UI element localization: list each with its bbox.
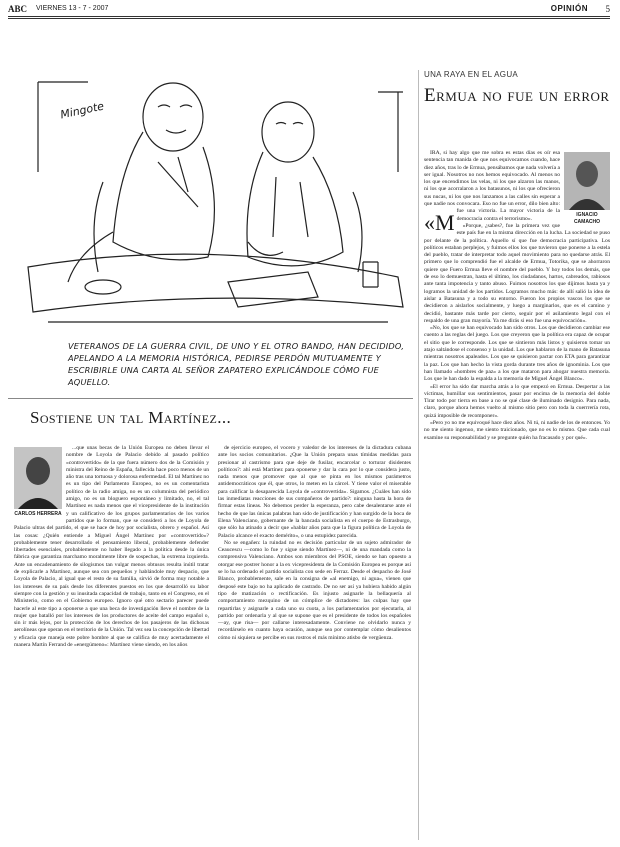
right-article-title: Ermua no fue un error (424, 85, 610, 106)
header-rule-secondary (8, 18, 610, 19)
right-paragraph: «El error ha sido dar marcha atrás a lo que empezó en Ermua. Despertar a las víctimas, humillar sus sentimientos, pasar por encima de la memoria del doble Tirar todo por tierra en base a no se qué clase de iluminado designio. Para nada, claro, porque ahora hemos vuelto al mismo sitio pero con toda la cuerrrería rota, quizá imposible de recomponer». (424, 383, 610, 419)
newspaper-logo: ABC (8, 4, 28, 14)
right-author-name: IGNACIO CAMACHO (573, 212, 601, 226)
right-paragraph: «Porque, ¿sabes?, fue la primera vez que este país fue en la misma dirección en la lucha. La sociedad se puso por delante de la política. Aquello sí que fue democracia participativa. Los políticos estaban perplejos, y fuimos ellos los que tuvieron que ponerse a la estela del pueblo, tratar de interpretar todo aquel movimiento para no quedarse atrás. El primero que lo comprendió fue el alcalde de Ermua, Totorika, que se ahorraron quiere que Fuero Ermua lleve el nombre del pueblo. Y hoy todos los demás, que de eso lo demuestran, hasta el último, los ciudadanos, hartos, cabreados, rabiosos ante tanta impotencia y tanto abuso. Fuimos nosotros los que dijimos hasta ya y logramos la unidad de los partidos. Logramos mucho más: de allí salió la idea de aislar a Batasuna y a todo su entorno. Fueron los propios vascos los que se decidieron a aislarlos socialmente, y luego a marginarlos, que es el camino y decidió, bastante más tarde por cierto, seguir por el asilamiento legal con el respaldo de una gran mayoría. Ya me dirás si eso fue una equivocación». (424, 222, 610, 324)
right-article-body (424, 150, 610, 442)
header-rule (8, 16, 610, 17)
header-date: VIERNES 13 - 7 - 2007 (36, 5, 109, 12)
cartoon-signature: Mingote (59, 99, 106, 122)
left-author-name: CARLOS HERRERA (14, 511, 62, 517)
page-header (8, 4, 610, 16)
left-paragraph: ...que unas becas de la Unión Europea no deben llevar el nombre de Loyola de Palacio debido al pasado político «controvertido» de la que fuera número dos de la Comisión y ministra del Reino de España, fallecida hace poco menos de un año tras una tortuosa y dolorosa enfermedad. El tal Martínez no es un tipo del Parlamento Europeo, no es un comentarista político de la radio amiga, no es un columnista del periódico amigo, no es un bloguero espontáneo y limitado, no, el tal Martínez es nada menos que el vicepresidente de la institución y un calificativo de los grupos parlamentarios de los varios partidos que lo forman, que se consideró a los de Loyola de Palacio ultras del partido, el que se hace de hoy por socialista, obrero y español. Así las cosas: ¿Quién entiende a Miguel Ángel Martínez por «controvertido»? probablemente tener desarrollado el pensamiento liberal, probablemente defender libertades esenciales, probablemente no haber llegado a la política desde la única fábrica que garantiza marchamo moralmente libre de sospechas, la extrema izquierda. Ante un encadenamiento de silogismos tan vulgar menos obtusos resulta inútil tratar de explicarle a Martínez, aunque sea con pequeños y hablándole muy despacio, que Loyola de Palacio, al igual que el resto de su familia, sirvió de forma muy notable a los intereses de su país desde los diferentes puestos en los que desarrolló su labor siempre con la gestión y su inusitada capacidad de trabajo, tanto en el Congreso, en el Ministerio, como en el Gobierno europeo. Ignoro qué otro sectario parecer puede hacerle al este tipo a oponerse a que una beca de investigación lleve el nombre de la mujer que batalló por los intereses de los productores de aceite del campo español o, sin ir más lejos, por la protección de los derechos de los pasajeros de las dichosas aerolíneas que operan en el territorio de la Unión. Tal vez sea la concepción de libertad y eficacia que maneja este pobre hombre al que se califica de muy acertadamente el manera Martín Ferrand de «energúmeno»: Martínez viene siendo, en los años (14, 445, 209, 649)
left-paragraph: No se engañen: la ruindad no es decisión particular de un sujeto admirador de Ceaucescu —como lo fue y sigue siendo Martínez—, ni de una mandada como la comprensiva Valenciano. Ambos son miembros del PSOE, siendo se han opuesto a otorgar ese postrer honor a la ex vicepresidenta de la Comisión Europea es porque así se lo ha ordenado el partido socialista con sede en Ferraz. Desde el despacho de José Blanco, probablemente, sale en la consigna de «al enemigo, ni agua», vienen que desposé este bajo no ha aplicado de castrado. De no ser así ya hubiera habido algún tipo de matización o rectificación. Es injusto asignarle la bellaquería al comportamiento mezquino de un cómplice de dictadores: las culpas hay que repartirlas y asignarle a cada uno su cuota, a los parlamentarios por ejecutarla, al partido por ordenarla y al que se supone que es el presidente de todos los españoles —ay, que risa— por callarse interesadamente. Conviene no olvidarlo nunca y recordárselo en cuanto haya ocasión, aunque sea por contemplar cómo desalientos cómo ni siquiera se percibe en sus rostros el más mínimo atisbo de vergüenza. (218, 539, 411, 641)
author-photo (564, 152, 610, 210)
right-paragraph: IRA, si hay algo que me sobra es estas días es oír esa sentencia tan manida de que nos equivocamos cuando, hace diez años, tras lo de Ermua, pensábamos que nada volvería a ser igual. Nosotros no nos hemos equivocado. Al menos no los que encendimos las velas, ni los que alzaron las manos, ni los que acorralaron a los batasunos, ni los que ofrecieron sus nucas, ni los que nos lanzamos a las calles sin esperar a que nadie nos convocara. Eso no fue un error, dilo bien alto: fue una victoria. La mayor victoria de la democracia contra el terrorismo». (424, 150, 560, 222)
drop-cap: «M (424, 210, 455, 235)
left-article-column-1 (14, 445, 209, 649)
left-author-photo-icon (14, 447, 62, 509)
left-article-title: Sostiene un tal Martínez... (30, 408, 232, 427)
editorial-cartoon (8, 22, 413, 387)
column-divider (418, 70, 419, 840)
left-paragraph: de ejercicio europeo, el vocero y valedor de los intereses de la dictadura cubana ante los socios comunitarios. ¿Que la Unión prepara unas tímidas medidas para presionar al castrismo para que deje de fusilar, encarcelar o torturar disidentes políticos?: ahí está Martínez para oponerse y dar la cara por lo que considera justo, nada menos que promover que al que se pinta en los mismos parámetros antidemocráticos que él, que otros, lo meten en la cárcel. Y tiene valor el miserable para calificar la desaparecida Loyola de «controvertida». Sigamos. ¿Cuáles han sido las inmediatas reacciones de sus compañeros de partido?: ninguna hasta la hora de firmar estas líneas. No debemos perder la esperanza, pero cabe desalentarse ante el hecho de que las únicas palabras han sido de justificación y han surgido de la boca de Elena Valenciano, gobernante de la bancada socialista en el cuerpo de Estrasburgo, que sólo ha atinado a decir que «hablar años para que la figura política de Loyola de Palacio alcance el exacto demérito», o una estupidez parecida. (218, 445, 411, 539)
left-article-column-2 (218, 445, 411, 642)
page-number: 5 (605, 4, 610, 14)
left-article-rule (8, 398, 413, 399)
section-name: OPINIÓN (550, 4, 588, 13)
cartoon-drawing (8, 22, 413, 382)
right-paragraph: «No, los que se han equivocado han sido otros. Los que decidieron cambiar ese cuento a las reglas del juego. Los que creyeron que la política era capaz de ocupar el sitio que le corresponde. Los que se sintieron más listos y quisieron tomar un atajo saltándose el consenso y la unidad. Los que hablaron de la mano de Batasuna mientras nosotros apaleados. Los que se quisieron pactar con ETA para garantizar la paz. Los que han hecho la vista gorda durante tres años de ignominia. Los que han llamado «hombres de paz» a los que mataron para ahogar nuestra memoria. Los que le han dado la espalda a la memoria de Miguel Ángel Blanco». (424, 325, 610, 383)
right-article-kicker: UNA RAYA EN EL AGUA (424, 70, 519, 79)
right-article-header (424, 70, 610, 107)
author-photo-icon (564, 152, 610, 210)
right-paragraph: «Pero yo no me equivoqué hace diez años. Ni tú, ni nadie de los de entonces. Yo no me siento ingenuo, me siento traicionado, que no es lo mismo. Que cada cual examine su responsabilidad y se pregunte quién ha fracasado y por qué». (424, 419, 610, 441)
cartoon-caption: VETERANOS DE LA GUERRA CIVIL, DE UNO Y EL OTRO BANDO, HAN DECIDIDO, APELANDO A LA MEMORIA HISTÓRICA, PEDIRSE PERDÓN MUTUAMENTE Y ESCRIBIRLE UNA CARTA AL SEÑOR ZAPATERO EXPLICÁNDOLE CÓMO FUE AQUELLO. (68, 341, 405, 387)
left-author-photo (14, 447, 62, 509)
